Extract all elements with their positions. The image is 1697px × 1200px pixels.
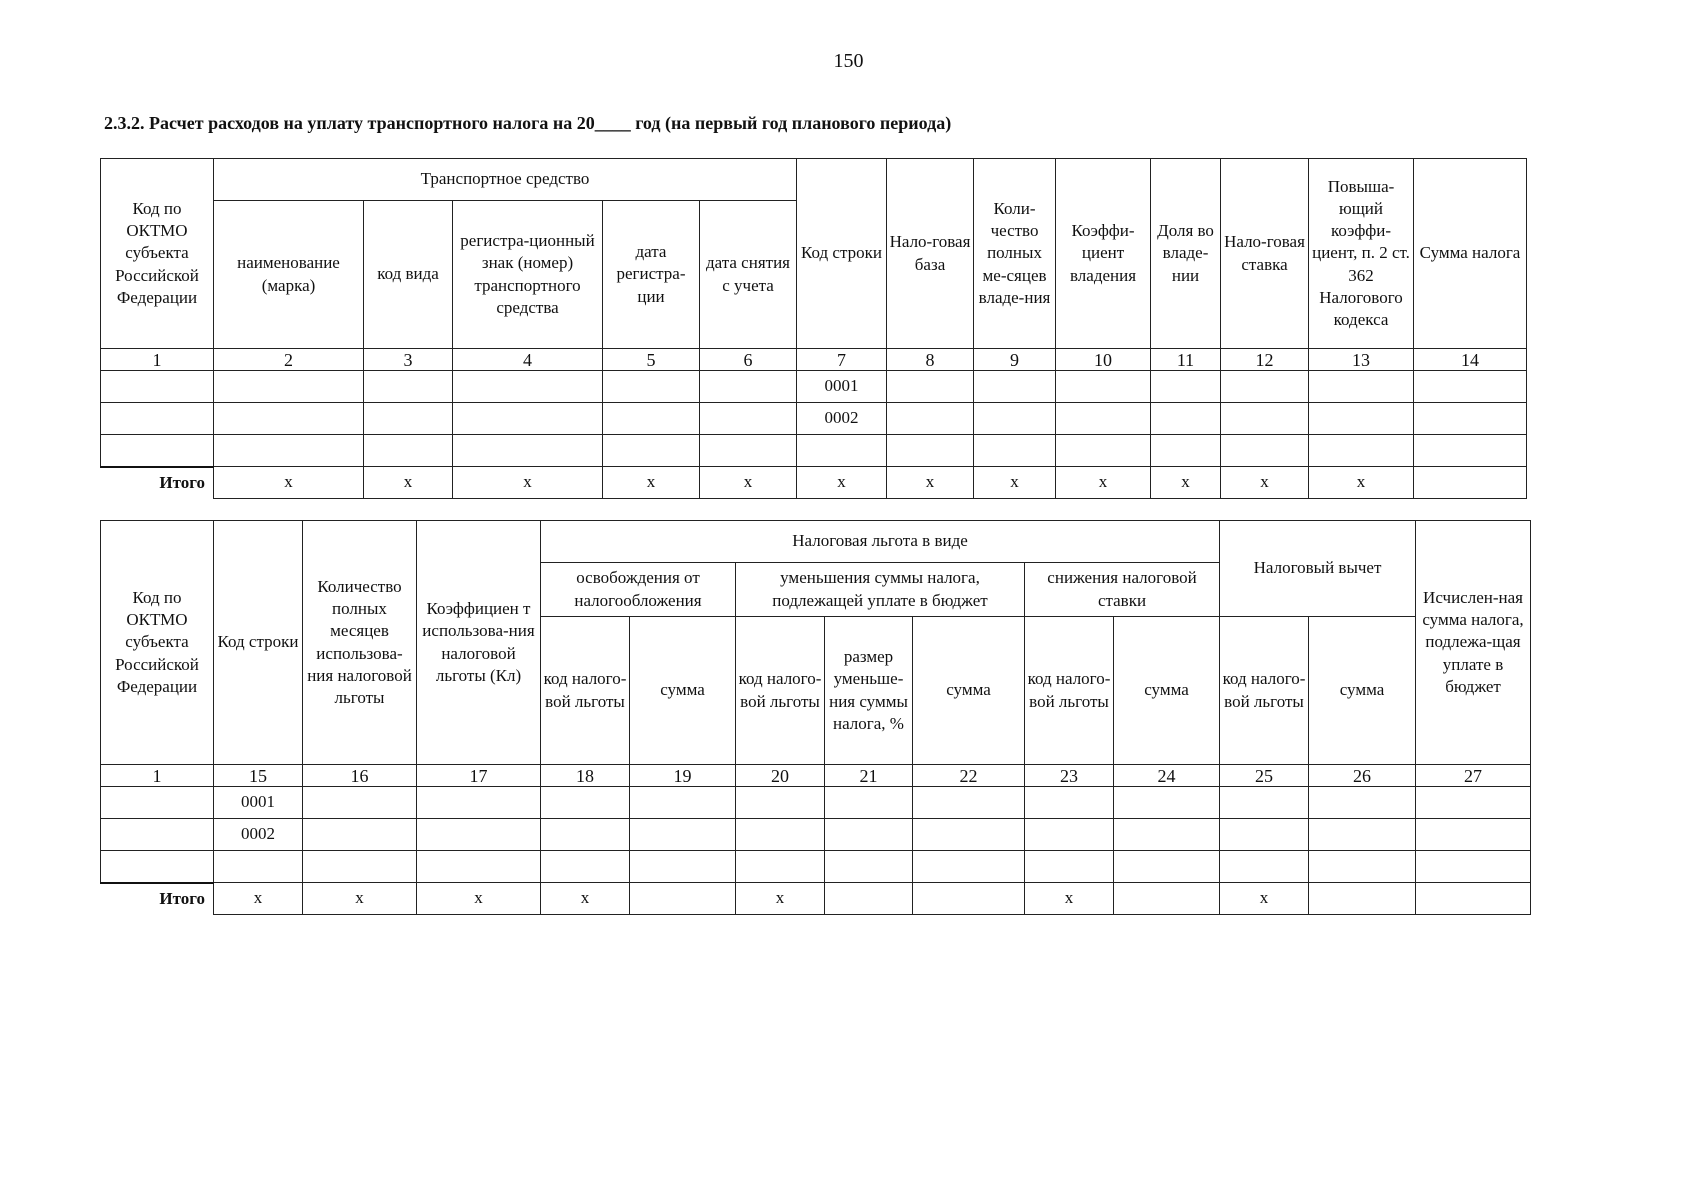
- header-tax-sum: Сумма налога: [1414, 159, 1527, 349]
- header-benefit-months: Количество полных месяцев использова-ния налоговой льготы: [303, 521, 417, 765]
- input-cell[interactable]: [700, 435, 797, 467]
- section-title: 2.3.2. Расчет расходов на уплату транспортного налога на 20____ год (на первый год планового периода): [104, 113, 952, 133]
- row-code: 0002: [797, 403, 887, 435]
- column-number: 27: [1416, 765, 1531, 787]
- header-benefit-code: код налого-вой льготы: [1025, 617, 1114, 765]
- total-cell: x: [453, 467, 603, 499]
- input-cell[interactable]: [1221, 403, 1309, 435]
- input-cell[interactable]: [1309, 787, 1416, 819]
- column-number: 2: [214, 349, 364, 371]
- total-cell: x: [214, 883, 303, 915]
- input-cell[interactable]: [603, 435, 700, 467]
- column-number: 8: [887, 349, 974, 371]
- row-code: 0001: [797, 371, 887, 403]
- table-row: [101, 851, 1531, 883]
- total-label: Итого: [101, 467, 214, 499]
- input-cell[interactable]: [1220, 787, 1309, 819]
- input-cell[interactable]: [1309, 435, 1414, 467]
- header-tax-base: Нало-говая база: [887, 159, 974, 349]
- input-cell[interactable]: [1025, 851, 1114, 883]
- column-number: 9: [974, 349, 1056, 371]
- input-cell[interactable]: [1309, 403, 1414, 435]
- input-cell[interactable]: [603, 371, 700, 403]
- total-row: [101, 467, 1527, 499]
- input-cell[interactable]: [887, 371, 974, 403]
- header-line-code: Код строки: [214, 521, 303, 765]
- column-number: 3: [364, 349, 453, 371]
- input-cell[interactable]: [364, 435, 453, 467]
- total-cell[interactable]: [1414, 467, 1527, 499]
- input-cell[interactable]: [214, 371, 364, 403]
- input-cell[interactable]: [603, 403, 700, 435]
- table-row: [101, 371, 1527, 403]
- header-amount: сумма: [630, 617, 736, 765]
- column-number: 15: [214, 765, 303, 787]
- input-cell[interactable]: [1151, 435, 1221, 467]
- input-cell[interactable]: [364, 403, 453, 435]
- total-cell[interactable]: [1114, 883, 1220, 915]
- total-cell: x: [1309, 467, 1414, 499]
- input-cell[interactable]: [630, 787, 736, 819]
- total-cell: x: [700, 467, 797, 499]
- input-cell[interactable]: [736, 851, 825, 883]
- column-number: 18: [541, 765, 630, 787]
- header-amount: сумма: [1114, 617, 1220, 765]
- input-cell[interactable]: [1414, 435, 1527, 467]
- input-cell[interactable]: [1025, 787, 1114, 819]
- input-cell[interactable]: [101, 371, 214, 403]
- header-vehicle: Транспортное средство: [214, 159, 797, 201]
- total-cell: x: [1151, 467, 1221, 499]
- input-cell[interactable]: [101, 851, 214, 883]
- input-cell[interactable]: [887, 435, 974, 467]
- table-row: [101, 787, 1531, 819]
- total-cell: x: [797, 467, 887, 499]
- header-benefit-code: код налого-вой льготы: [541, 617, 630, 765]
- input-cell[interactable]: [1414, 403, 1527, 435]
- input-cell[interactable]: [541, 819, 630, 851]
- total-cell: x: [417, 883, 541, 915]
- input-cell[interactable]: [1309, 371, 1414, 403]
- input-cell[interactable]: [453, 371, 603, 403]
- input-cell[interactable]: [453, 403, 603, 435]
- column-number: 26: [1309, 765, 1416, 787]
- row-code: 0002: [214, 819, 303, 851]
- total-cell: x: [1221, 467, 1309, 499]
- input-cell[interactable]: [974, 435, 1056, 467]
- column-number: 12: [1221, 349, 1309, 371]
- total-cell[interactable]: [1309, 883, 1416, 915]
- input-cell[interactable]: [1416, 851, 1531, 883]
- input-cell[interactable]: [1220, 851, 1309, 883]
- input-cell[interactable]: [1056, 403, 1151, 435]
- header-reg-date: дата регистра-ции: [603, 201, 700, 349]
- header-reduction: уменьшения суммы налога, подлежащей уплате в бюджет: [736, 563, 1025, 617]
- input-cell[interactable]: [1025, 819, 1114, 851]
- column-number: 21: [825, 765, 913, 787]
- total-cell: x: [603, 467, 700, 499]
- input-cell[interactable]: [913, 851, 1025, 883]
- header-exemption: освобождения от налогообложения: [541, 563, 736, 617]
- total-cell: x: [1025, 883, 1114, 915]
- header-amount: сумма: [1309, 617, 1416, 765]
- input-cell[interactable]: [214, 435, 364, 467]
- input-cell[interactable]: [1151, 403, 1221, 435]
- input-cell[interactable]: [214, 851, 303, 883]
- total-row: [101, 883, 1531, 915]
- column-number: 1: [101, 765, 214, 787]
- row-code: 0001: [214, 787, 303, 819]
- column-number: 25: [1220, 765, 1309, 787]
- header-benefit-coef: Коэффициен т использова-ния налоговой льготы (Кл): [417, 521, 541, 765]
- input-cell[interactable]: [1056, 371, 1151, 403]
- table-row: [101, 435, 1527, 467]
- column-number: 16: [303, 765, 417, 787]
- input-cell[interactable]: [974, 371, 1056, 403]
- input-cell[interactable]: [630, 819, 736, 851]
- input-cell[interactable]: [736, 787, 825, 819]
- header-oktmo: Код по ОКТМО субъекта Российской Федерации: [101, 521, 214, 765]
- input-cell[interactable]: [1151, 371, 1221, 403]
- header-benefit-code: код налого-вой льготы: [736, 617, 825, 765]
- input-cell[interactable]: [101, 787, 214, 819]
- input-cell[interactable]: [825, 819, 913, 851]
- input-cell[interactable]: [303, 787, 417, 819]
- input-cell[interactable]: [825, 787, 913, 819]
- input-cell[interactable]: [541, 787, 630, 819]
- column-number: 5: [603, 349, 700, 371]
- column-number: 6: [700, 349, 797, 371]
- input-cell[interactable]: [1114, 787, 1220, 819]
- input-cell[interactable]: [1221, 371, 1309, 403]
- input-cell[interactable]: [887, 403, 974, 435]
- total-cell[interactable]: [630, 883, 736, 915]
- header-ownership-months: Коли-чество полных ме-сяцев владе-ния: [974, 159, 1056, 349]
- column-number: 17: [417, 765, 541, 787]
- total-cell: x: [303, 883, 417, 915]
- column-number: 23: [1025, 765, 1114, 787]
- input-cell[interactable]: [1114, 851, 1220, 883]
- column-number: 10: [1056, 349, 1151, 371]
- column-number: 22: [913, 765, 1025, 787]
- header-amount: сумма: [913, 617, 1025, 765]
- input-cell[interactable]: [1056, 435, 1151, 467]
- total-cell: x: [364, 467, 453, 499]
- column-number: 7: [797, 349, 887, 371]
- input-cell[interactable]: [364, 371, 453, 403]
- total-cell: x: [214, 467, 364, 499]
- input-cell[interactable]: [913, 819, 1025, 851]
- input-cell[interactable]: [1114, 819, 1220, 851]
- header-line-code: Код строки: [797, 159, 887, 349]
- total-label: Итого: [101, 883, 214, 915]
- header-tax-rate: Нало-говая ставка: [1221, 159, 1309, 349]
- header-tax-benefit: Налоговая льгота в виде: [541, 521, 1220, 563]
- input-cell[interactable]: [913, 787, 1025, 819]
- header-dereg-date: дата снятия с учета: [700, 201, 797, 349]
- input-cell[interactable]: [417, 787, 541, 819]
- input-cell[interactable]: [101, 435, 214, 467]
- input-cell[interactable]: [1414, 371, 1527, 403]
- table-row: [101, 403, 1527, 435]
- column-number: 4: [453, 349, 603, 371]
- input-cell[interactable]: [101, 403, 214, 435]
- input-cell[interactable]: [101, 819, 214, 851]
- input-cell[interactable]: [303, 851, 417, 883]
- total-cell: x: [974, 467, 1056, 499]
- input-cell[interactable]: [1416, 819, 1531, 851]
- input-cell[interactable]: [214, 403, 364, 435]
- input-cell[interactable]: [797, 435, 887, 467]
- column-number: 19: [630, 765, 736, 787]
- column-number: 24: [1114, 765, 1220, 787]
- input-cell[interactable]: [630, 851, 736, 883]
- column-number: 20: [736, 765, 825, 787]
- total-cell: x: [736, 883, 825, 915]
- input-cell[interactable]: [1309, 819, 1416, 851]
- header-benefit-code: код налого-вой льготы: [1220, 617, 1309, 765]
- total-cell: x: [1220, 883, 1309, 915]
- header-rate-lowering: снижения налоговой ставки: [1025, 563, 1220, 617]
- input-cell[interactable]: [1220, 819, 1309, 851]
- total-cell[interactable]: [1416, 883, 1531, 915]
- header-ownership-share: Доля во владе-нии: [1151, 159, 1221, 349]
- total-cell[interactable]: [825, 883, 913, 915]
- input-cell[interactable]: [417, 819, 541, 851]
- total-cell: x: [1056, 467, 1151, 499]
- input-cell[interactable]: [825, 851, 913, 883]
- tax-benefit-table: [100, 520, 1531, 915]
- input-cell[interactable]: [736, 819, 825, 851]
- transport-tax-table: [100, 158, 1527, 499]
- input-cell[interactable]: [541, 851, 630, 883]
- header-ownership-coef: Коэффи-циент владения: [1056, 159, 1151, 349]
- input-cell[interactable]: [1221, 435, 1309, 467]
- header-oktmo: Код по ОКТМО субъекта Российской Федерации: [101, 159, 214, 349]
- header-reduction-size: размер уменьше-ния суммы налога, %: [825, 617, 913, 765]
- input-cell[interactable]: [700, 403, 797, 435]
- header-tax-deduction: Налоговый вычет: [1220, 521, 1416, 617]
- input-cell[interactable]: [974, 403, 1056, 435]
- header-vehicle-name: наименование (марка): [214, 201, 364, 349]
- column-number: 11: [1151, 349, 1221, 371]
- header-reg-sign: регистра-ционный знак (номер) транспортного средства: [453, 201, 603, 349]
- total-cell: x: [887, 467, 974, 499]
- column-number: 13: [1309, 349, 1414, 371]
- input-cell[interactable]: [303, 819, 417, 851]
- page-number: 150: [833, 50, 864, 72]
- input-cell[interactable]: [700, 371, 797, 403]
- total-cell: x: [541, 883, 630, 915]
- input-cell[interactable]: [417, 851, 541, 883]
- input-cell[interactable]: [1309, 851, 1416, 883]
- table-row: [101, 819, 1531, 851]
- input-cell[interactable]: [1416, 787, 1531, 819]
- total-cell[interactable]: [913, 883, 1025, 915]
- column-number: 14: [1414, 349, 1527, 371]
- column-number: 1: [101, 349, 214, 371]
- header-vehicle-kind: код вида: [364, 201, 453, 349]
- header-increasing-coef: Повыша-ющий коэффи-циент, п. 2 ст. 362 Налогового кодекса: [1309, 159, 1414, 349]
- input-cell[interactable]: [453, 435, 603, 467]
- header-calculated-tax: Исчислен-ная сумма налога, подлежа-щая уплате в бюджет: [1416, 521, 1531, 765]
